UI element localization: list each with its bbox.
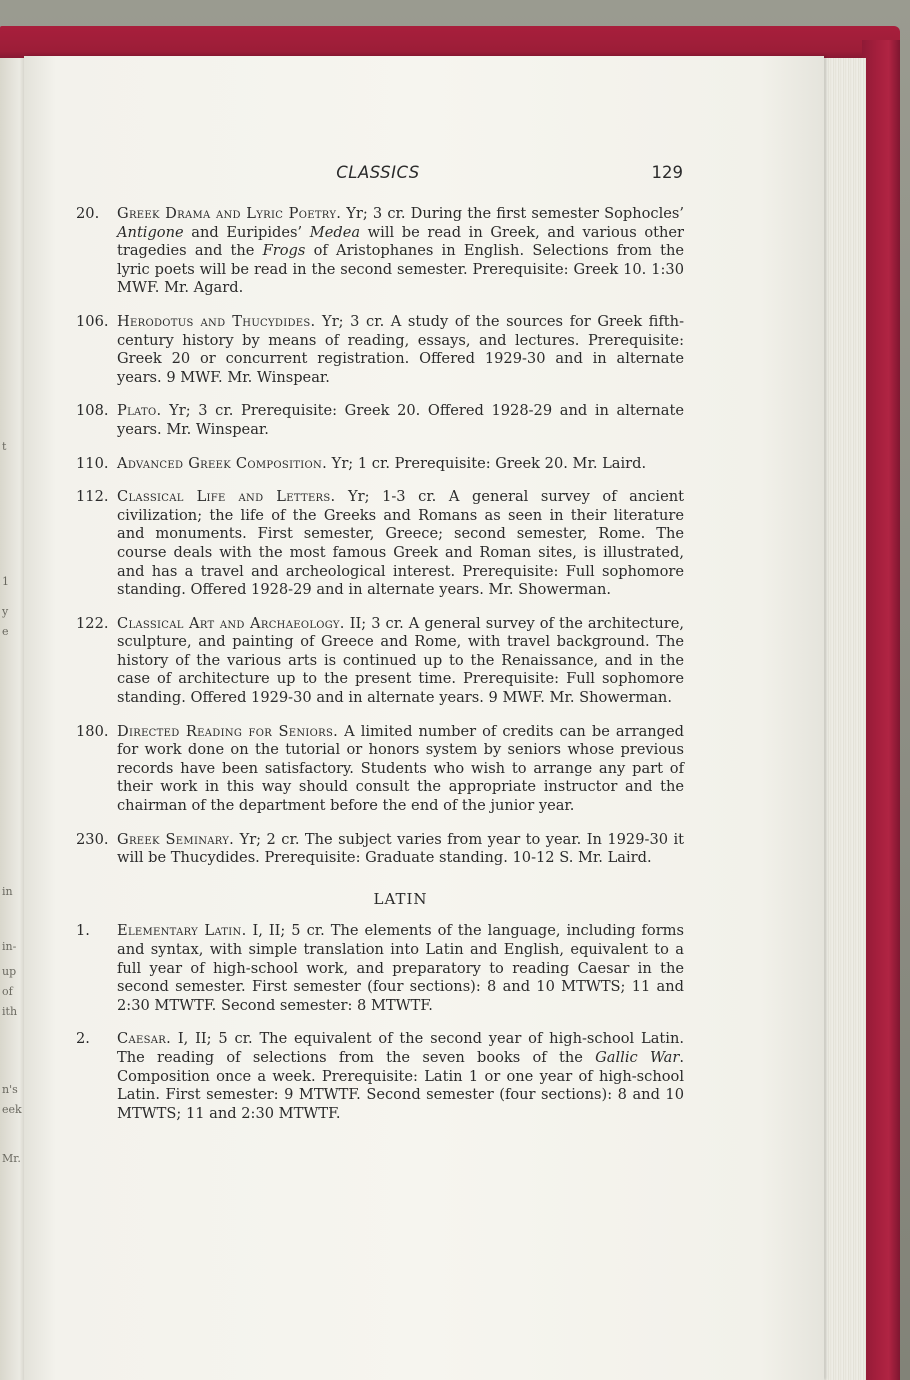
course-number: 180. bbox=[76, 722, 109, 740]
course-entry bbox=[76, 922, 684, 1015]
italic-title: Medea bbox=[309, 223, 361, 241]
course-entry bbox=[76, 723, 684, 816]
left-page-fragment: n's bbox=[2, 1083, 18, 1096]
running-head-title: CLASSICS bbox=[336, 163, 420, 182]
left-page-fragment: of bbox=[2, 985, 13, 998]
course-number: 230. bbox=[76, 830, 109, 848]
course-title: Caesar. bbox=[117, 1030, 172, 1048]
course-number: 108. bbox=[76, 402, 109, 420]
course-entry bbox=[76, 402, 684, 439]
course-number: 112. bbox=[76, 488, 109, 506]
course-title: Herodotus and Thucydides. bbox=[117, 312, 316, 330]
course-title: Plato. bbox=[117, 402, 162, 420]
course-description: Yr; 3 cr. A study of the sources for Greek fifth-century history by means of reading, essays, and lectures. Prerequisite: Greek 20 or concurrent registration. Offered 1929-30 and in alternate years. 9 MWF. Mr. Winspear. bbox=[117, 312, 684, 386]
italic-title: Antigone bbox=[117, 223, 184, 241]
course-description: Yr; 1 cr. Prerequisite: Greek 20. Mr. Laird. bbox=[327, 454, 647, 472]
greek-course-list bbox=[76, 205, 684, 868]
course-description: and Euripides’ bbox=[183, 223, 310, 241]
course-number: 122. bbox=[76, 614, 109, 632]
course-description: II; 3 cr. A general survey of the architecture, sculpture, and painting of Greece and Rome, with travel background. The history of the various arts is continued up to the Renaissance, and in the case of architecture up to the present time. Prerequisite: Full sophomore standing. Offered 1929-30 and in alternate years. 9 MWF. Mr. Showerman. bbox=[117, 614, 684, 707]
left-page-fragment: e bbox=[2, 625, 9, 638]
course-entry bbox=[76, 615, 684, 708]
course-title: Directed Reading for Seniors. bbox=[117, 722, 339, 740]
italic-title: Gallic War bbox=[595, 1048, 680, 1066]
course-entry bbox=[76, 1030, 684, 1123]
course-description: I, II; 5 cr. The elements of the language, including forms and syntax, with simple translation into Latin and English, equivalent to a full year of high-school work, and preparatory to reading Caesar in the second semester. First semester (four sections): 8 and 10 MTWTS; 11 and 2:30 MTWTF. Second semester: 8 MTWTF. bbox=[117, 922, 685, 1014]
section-heading-latin: LATIN bbox=[373, 889, 428, 908]
course-entry bbox=[76, 831, 684, 868]
course-title: Greek Seminary. bbox=[117, 830, 235, 848]
course-number: 106. bbox=[76, 312, 109, 330]
course-entry bbox=[76, 488, 684, 600]
left-page-fragment: in- bbox=[2, 940, 17, 953]
left-page-fragment: in bbox=[2, 885, 13, 898]
course-description: Yr; 2 cr. The subject varies from year to year. In 1929-30 it will be Thucydides. Prerequisite: Graduate standing. 10-12 S. Mr. Laird. bbox=[117, 830, 684, 867]
course-description: Yr; 3 cr. Prerequisite: Greek 20. Offered 1928-29 and in alternate years. Mr. Winspear. bbox=[117, 402, 684, 438]
course-description: I, II; 5 cr. The equivalent of the second year of high-school Latin. The reading of selections from the seven books of the bbox=[117, 1030, 684, 1066]
course-title: Greek Drama and Lyric Poetry. bbox=[117, 205, 342, 222]
left-page-fragment: y bbox=[2, 605, 9, 618]
left-page-fragment: t bbox=[2, 440, 7, 453]
course-number: 110. bbox=[76, 454, 109, 472]
course-entry bbox=[76, 313, 684, 387]
course-number: 2. bbox=[76, 1030, 90, 1048]
left-page-fragment: 1 bbox=[2, 575, 9, 588]
page-number: 129 bbox=[651, 163, 683, 182]
course-description: . Composition once a week. Prerequisite: Latin 1 or one year of high-school Latin. First semester: 9 MTWTF. Second semester (four sections): 8 and 10 MTWTS; 11 and 2:30 MTWTF. bbox=[117, 1048, 684, 1122]
course-description: Yr; 1-3 cr. A general survey of ancient civilization; the life of the Greeks and Romans as seen in their literature and monuments. First semester, Greece; second semester, Rome. The course deals with the most famous Greek and Roman sites, is illustrated, and has a travel and archeological interest. Prerequisite: Full sophomore standing. Offered 1928-29 and in alternate years. Mr. Showerman. bbox=[117, 488, 684, 599]
left-page-fragment: up bbox=[2, 965, 17, 978]
course-description: of Aristophanes in English. Selections from the lyric poets will be read in the second semester. Prerequisite: Greek 10. 1:30 MWF. Mr. Agard. bbox=[117, 242, 684, 297]
course-number: 1. bbox=[76, 922, 90, 940]
course-description: A limited number of credits can be arranged for work done on the tutorial or honors system by seniors whose previous records have been satisfactory. Students who wish to arrange any part of their work in this way should consult the appropriate instructor and the chairman of the department before the end of the junior year. bbox=[117, 722, 684, 815]
course-title: Classical Life and Letters. bbox=[117, 488, 336, 506]
left-page-fragment: eek bbox=[2, 1103, 22, 1116]
course-description: Yr; 3 cr. During the first semester Sophocles’ bbox=[341, 205, 684, 222]
left-page-fragment: ith bbox=[2, 1005, 18, 1018]
book-cover-spine-edge bbox=[862, 40, 900, 1380]
course-number: 20. bbox=[76, 205, 100, 222]
left-page-fragment: Mr. bbox=[2, 1152, 21, 1165]
italic-title: Frogs bbox=[262, 242, 306, 260]
course-title: Elementary Latin. bbox=[117, 922, 247, 940]
latin-course-list bbox=[76, 922, 684, 1123]
course-description: will be read in Greek, and various other tragedies and the bbox=[117, 223, 684, 260]
course-entry bbox=[76, 205, 684, 298]
running-head bbox=[98, 163, 683, 185]
course-title: Classical Art and Archaeology. bbox=[117, 614, 345, 632]
course-listing bbox=[76, 205, 684, 1138]
course-title: Advanced Greek Composition. bbox=[117, 454, 328, 472]
course-entry bbox=[76, 455, 684, 474]
